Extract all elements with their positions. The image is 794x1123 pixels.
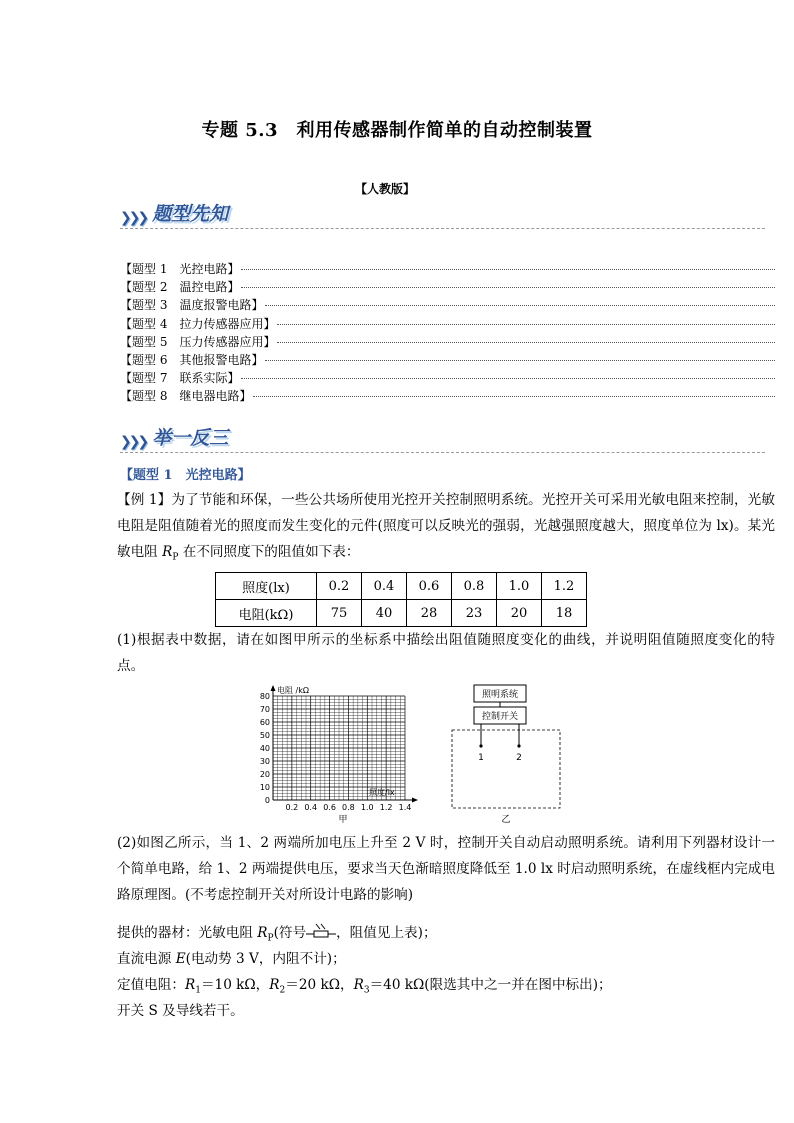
figure-yi-circuit [448,682,568,827]
banner-text: 题型先知 [152,203,229,225]
y-tick-label: 50 [259,731,270,740]
toc-item-label: 【题型 3 温度报警电路】 [120,298,264,313]
materials-text: ＝20 kΩ， [285,977,354,993]
table-cell: 28 [407,600,452,627]
lighting-system-label: 照明系统 [481,690,519,700]
toc-leader [265,305,775,306]
table-cell: 75 [317,600,362,627]
question-2: (2)如图乙所示，当 1、2 两端所加电压上升至 2 V 时，控制开关自动启动照明系统。请利用下列器材设计一个简单电路，给 1、2 两端提供电压，要求当天色渐暗照度降低至 1.0 lx 时启动照明系统，在虚线框内完成电路原理图。(不考虑控制开关对所设计电路的影响) [117,835,775,903]
table-cell: 20 [497,600,542,627]
var-sub: P [267,933,274,944]
table-header-cell: 电阻(kΩ) [216,600,317,627]
example-text-end: 在不同照度下的阻值如下表： [178,544,360,560]
toc-leader [277,324,775,325]
toc-leader [241,269,775,270]
x-axis-arrow-icon [412,798,418,803]
example-paragraph [117,487,775,571]
dashed-design-box[interactable] [452,730,560,808]
table-cell: 0.4 [362,573,407,600]
materials-text: ，阻值见上表)； [336,925,437,941]
x-tick-label: 0.4 [304,803,318,812]
toc-item[interactable] [120,351,775,369]
toc-item[interactable] [120,315,775,333]
y-tick-label: 10 [259,783,270,792]
materials-text: ＝40 kΩ(限选其中之一并在图中标出)； [369,977,612,993]
toc-leader [241,287,775,288]
banner-examples [120,420,228,450]
figure-caption-yi: 乙 [501,815,511,825]
table-cell: 18 [542,600,587,627]
toc-item-label: 【题型 1 光控电路】 [120,262,240,276]
figure-caption-jia: 甲 [338,815,348,825]
materials-text: ＝10 kΩ， [200,977,270,993]
y-axis-label: 电阻 /kΩ [277,686,309,695]
y-axis-arrow-icon [271,685,276,691]
section-heading: 【题型 1 光控电路】 [120,468,251,483]
var-r2: R [269,977,280,993]
x-tick-labels [285,803,411,812]
var-r3: R [353,977,364,993]
var-sub: 1 [195,985,201,996]
toc-item-label: 【题型 5 压力传感器应用】 [120,334,276,349]
grid-lines [273,696,405,800]
toc-item[interactable] [120,333,775,351]
y-tick-labels [260,692,270,805]
figure-jia-grid [255,682,425,827]
page-title: 专题 5.3 利用传感器制作简单的自动控制装置 [201,120,593,141]
arrow-chevrons-icon: ❯❯❯ [120,210,147,226]
table-header-cell: 照度(lx) [216,573,317,600]
table-cell: 40 [362,600,407,627]
banner-question-types [120,196,228,226]
x-tick-label: 1.4 [398,803,412,812]
x-tick-label: 1.2 [379,803,393,812]
terminal-2-dot [517,744,520,747]
var-sub: 2 [279,985,286,996]
divider [120,452,765,453]
table-cell: 1.0 [497,573,542,600]
toc-list [120,260,775,406]
y-tick-label: 60 [259,718,270,727]
var-sub: 3 [363,985,370,996]
toc-item[interactable] [120,387,775,405]
toc-item[interactable] [120,369,775,387]
y-tick-label: 80 [259,692,270,701]
var-e: E [175,951,186,967]
y-tick-label: 40 [259,744,270,753]
toc-item[interactable] [120,296,775,314]
table-row [216,600,587,627]
materials-text: 直流电源 [117,951,176,967]
var-sub: P [172,552,179,563]
toc-leader [241,378,775,379]
materials-text: 定值电阻： [117,977,185,993]
materials-text: (符号 [273,925,307,941]
y-tick-label: 0 [264,796,270,805]
x-tick-label: 0.8 [342,803,355,812]
materials-text: (电动势 3 V，内阻不计)； [185,951,346,967]
banner-text: 举一反三 [152,427,229,449]
divider [120,228,765,229]
data-table [215,572,587,627]
photoresistor-symbol-icon [306,923,336,939]
x-tick-label: 1.0 [360,803,374,812]
materials-text: 提供的器材：光敏电阻 [117,925,258,941]
toc-item-label: 【题型 4 拉力传感器应用】 [120,316,276,331]
table-cell: 23 [452,600,497,627]
toc-item-label: 【题型 8 继电器电路】 [120,389,252,404]
table-cell: 0.2 [317,573,362,600]
var-r1: R [184,977,196,993]
table-cell: 0.8 [452,573,497,600]
toc-item-label: 【题型 2 温控电路】 [120,280,240,295]
example-text: 【例 1】为了节能和环保，一些公共场所使用光控开关控制照明系统。光控开关可采用光敏电阻来控制，光敏电阻是阻值随着光的照度而发生变化的元件(照度可以反映光的强弱，光越强照度越大，照度单位为 lx)。某光敏电阻 [117,492,775,560]
toc-leader [253,396,775,397]
terminal-1-label: 1 [478,753,484,763]
var-r: R [257,925,268,941]
y-tick-label: 30 [259,757,270,766]
toc-item-label: 【题型 7 联系实际】 [120,371,240,386]
materials-line-4: 开关 S 及导线若干。 [117,1003,244,1019]
table-row [216,573,587,600]
toc-item[interactable] [120,278,775,296]
toc-leader [277,342,775,343]
x-axis-label: 照度/lx [369,788,395,797]
y-tick-label: 20 [259,770,270,779]
arrow-chevrons-icon: ❯❯❯ [120,434,147,450]
edition-label: 【人教版】 [354,182,415,196]
x-tick-label: 0.6 [323,803,336,812]
control-switch-label: 控制开关 [481,712,519,722]
materials-line-2 [117,946,775,972]
var-r: R [162,544,173,560]
terminal-1-dot [479,744,482,747]
table-cell: 1.2 [542,573,587,600]
toc-leader [265,360,775,361]
terminal-2-label: 2 [516,753,522,763]
toc-item-label: 【题型 6 其他报警电路】 [120,353,264,368]
table-cell: 0.6 [407,573,452,600]
question-1: (1)根据表中数据，请在如图甲所示的坐标系中描绘出阻值随照度变化的曲线，并说明阻值随照度变化的特点。 [117,632,775,674]
x-tick-label: 0.2 [285,803,299,812]
y-tick-label: 70 [259,705,270,714]
toc-item[interactable] [120,260,775,278]
